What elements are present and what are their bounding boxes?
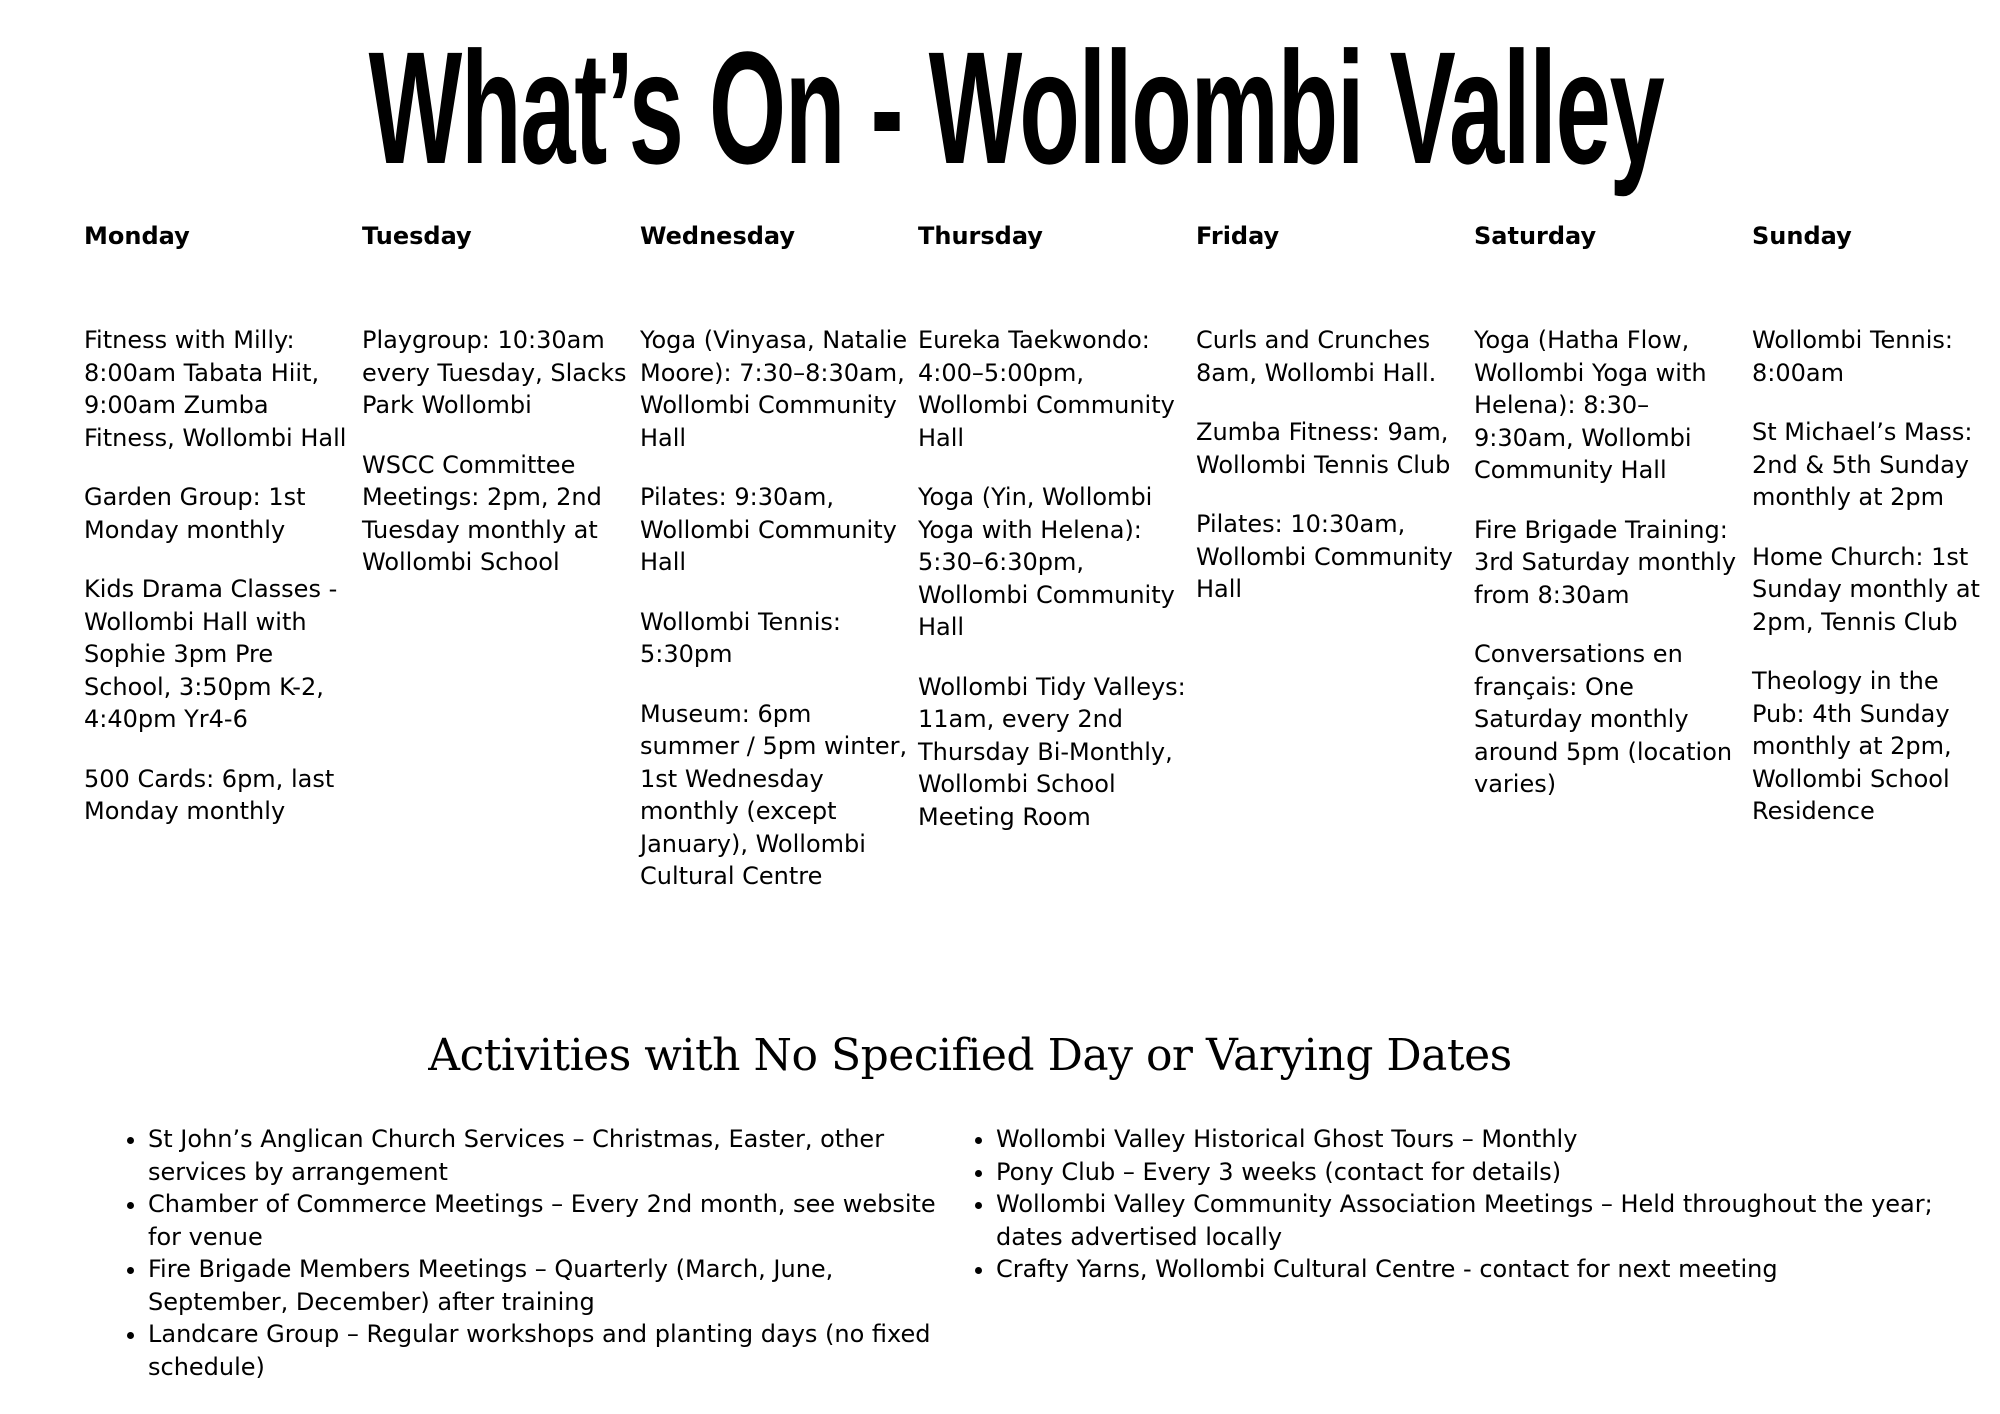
day-column-thursday [918, 220, 1196, 920]
list-item: • Wollombi Valley Community Association Meetings – Held throughout the year; dates advertised locally [996, 1188, 2000, 1253]
event-list-wednesday [640, 324, 918, 893]
day-heading-thursday: Thursday [918, 222, 1043, 250]
event-list-saturday [1474, 324, 1752, 801]
event-item: Fitness with Milly: 8:00am Tabata Hiit, 9:00am Zumba Fitness, Wollombi Hall [84, 326, 347, 452]
event-item: Playgroup: 10:30am every Tuesday, Slacks Park Wollombi [362, 326, 627, 419]
event-item: Theology in the Pub: 4th Sunday monthly at 2pm, Wollombi School Residence [1752, 667, 1952, 825]
event-item: Yoga (Vinyasa, Natalie Moore): 7:30–8:30am, Wollombi Community Hall [640, 326, 908, 452]
day-column-friday [1196, 220, 1474, 920]
event-item: Conversations en français: One Saturday monthly around 5pm (location varies) [1474, 640, 1733, 798]
day-column-saturday [1474, 220, 1752, 920]
list-item: • Wollombi Valley Historical Ghost Tours – Monthly [996, 1123, 2000, 1156]
list-item: • Pony Club – Every 3 weeks (contact for details) [996, 1156, 2000, 1189]
day-column-wednesday [640, 220, 918, 920]
event-item: Kids Drama Classes - Wollombi Hall with Sophie 3pm Pre School, 3:50pm K-2, 4:40pm Yr4-6 [84, 575, 338, 733]
event-item: WSCC Committee Meetings: 2pm, 2nd Tuesday monthly at Wollombi School [362, 450, 602, 576]
page-title: What’s On - Wollombi Valley [368, 18, 1664, 197]
day-heading-saturday: Saturday [1474, 222, 1597, 250]
event-list-friday [1196, 324, 1474, 606]
day-column-tuesday [362, 220, 640, 920]
event-item: Curls and Crunches 8am, Wollombi Hall. [1196, 326, 1437, 387]
event-item: Wollombi Tennis: 5:30pm [640, 607, 841, 668]
event-item: St Michael’s Mass: 2nd & 5th Sunday monthly at 2pm [1752, 418, 1973, 511]
event-item: Eureka Taekwondo: 4:00–5:00pm, Wollombi Community Hall [918, 326, 1175, 452]
event-item: Yoga (Yin, Wollombi Yoga with Helena): 5:30–6:30pm, Wollombi Community Hall [918, 483, 1175, 641]
list-item: • Chamber of Commerce Meetings – Every 2nd month, see website for venue [148, 1188, 968, 1253]
event-item: Pilates: 9:30am, Wollombi Community Hall [640, 483, 897, 576]
list-item: • Fire Brigade Members Meetings – Quarterly (March, June, September, December) after training [148, 1253, 968, 1318]
day-heading-friday: Friday [1196, 222, 1280, 250]
event-item: Pilates: 10:30am, Wollombi Community Hall [1196, 510, 1453, 603]
section-title: Activities with No Specified Day or Varying Dates [428, 1030, 1512, 1081]
day-heading-wednesday: Wednesday [640, 222, 796, 250]
event-item: Wollombi Tidy Valleys: 11am, every 2nd Thursday Bi-Monthly, Wollombi School Meeting Room [918, 672, 1186, 831]
day-column-sunday [1752, 220, 2000, 920]
event-list-sunday [1752, 324, 2000, 828]
event-item: Garden Group: 1st Monday monthly [84, 483, 306, 544]
event-item: Fire Brigade Training: 3rd Saturday monthly from 8:30am [1474, 515, 1737, 609]
event-item: Home Church: 1st Sunday monthly at 2pm, Tennis Club [1752, 542, 1980, 636]
event-item: Zumba Fitness: 9am, Wollombi Tennis Club [1196, 418, 1451, 479]
event-item: Wollombi Tennis: 8:00am [1752, 326, 1953, 387]
day-heading-sunday: Sunday [1752, 222, 1852, 250]
event-item: Yoga (Hatha Flow, Wollombi Yoga with Helena): 8:30–9:30am, Wollombi Community Hall [1474, 326, 1707, 484]
activity-list-right [932, 1123, 2000, 1286]
list-item: • Landcare Group – Regular workshops and planting days (no fixed schedule) [148, 1318, 968, 1383]
weekly-schedule [84, 220, 2000, 920]
event-item: Museum: 6pm summer / 5pm winter, 1st Wednesday monthly (except January), Wollombi Cultural Centre [640, 699, 908, 890]
event-list-tuesday [362, 324, 640, 579]
day-heading-monday: Monday [84, 222, 190, 250]
day-column-monday [84, 220, 362, 920]
list-item: • Crafty Yarns, Wollombi Cultural Centre - contact for next meeting [996, 1253, 2000, 1286]
list-item: • St John’s Anglican Church Services – Christmas, Easter, other services by arrangement [148, 1123, 968, 1188]
event-item: 500 Cards: 6pm, last Monday monthly [84, 764, 335, 825]
event-list-monday [84, 324, 362, 828]
day-heading-tuesday: Tuesday [362, 222, 472, 250]
event-list-thursday [918, 324, 1196, 833]
activity-list-left [84, 1123, 968, 1383]
